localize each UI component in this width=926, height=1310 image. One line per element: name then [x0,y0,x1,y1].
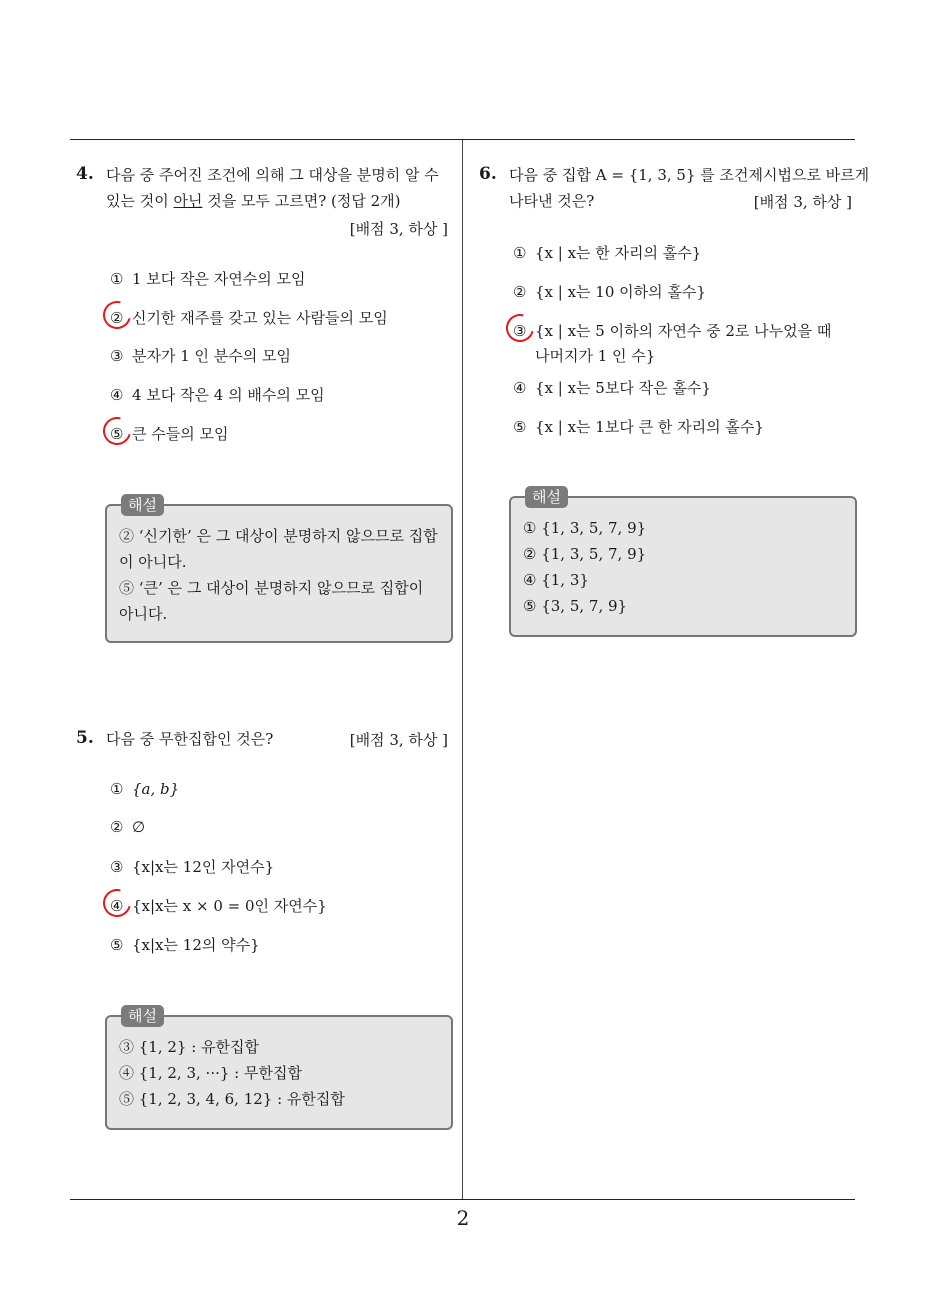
option-2[interactable]: ② {x | x는 10 이하의 홀수} [513,283,706,301]
explanation-line: ① {1, 3, 5, 7, 9} [523,519,647,537]
option-5-selected[interactable]: ⑤ 큰 수들의 모임 [110,423,228,444]
question-number: 4. [76,164,94,184]
question-number: 6. [479,164,497,184]
option-5[interactable]: ⑤ {x|x는 12의 약수} [110,936,260,954]
score-label: [배점 3, 하상 ] [349,731,448,749]
option-1[interactable]: ① {a, b} [110,780,180,798]
answer-circle-icon [501,309,539,347]
option-2-selected[interactable]: ② 신기한 재주를 갖고 있는 사람들의 모임 [110,307,388,328]
question-text: 나타낸 것은? [509,192,595,210]
explanation-line: ⑤ {3, 5, 7, 9} [523,597,628,615]
explanation-line: ⑤ {1, 2, 3, 4, 6, 12} : 유한집합 [119,1090,345,1108]
option-4-selected[interactable]: ④ {x|x는 x × 0 = 0인 자연수} [110,895,327,916]
explanation-line: ④ {1, 2, 3, ···} : 무한집합 [119,1064,302,1082]
option-4[interactable]: ④ {x | x는 5보다 작은 홀수} [513,379,711,397]
option-3-selected[interactable]: ③ {x | x는 5 이하의 자연수 중 2로 나누었을 때 [513,320,831,341]
answer-circle-icon [98,412,136,450]
question-text: 다음 중 집합 A = {1, 3, 5} 를 조건제시법으로 바르게 [509,166,870,184]
question-text: 다음 중 무한집합인 것은? [106,730,274,748]
option-5[interactable]: ⑤ {x | x는 1보다 큰 한 자리의 홀수} [513,418,764,436]
option-2[interactable]: ② ∅ [110,818,146,836]
question-text: 다음 중 주어진 조건에 의해 그 대상을 분명히 알 수 [106,166,439,184]
explanation-line: ② {1, 3, 5, 7, 9} [523,545,647,563]
answer-circle-icon [98,884,136,922]
explanation-tag: 해설 [121,1005,164,1027]
explanation-line: 이 아니다. [119,553,187,571]
question-number: 5. [76,728,94,748]
explanation-tag: 해설 [121,494,164,516]
option-3[interactable]: ③ 분자가 1 인 분수의 모임 [110,347,292,365]
score-label: [배점 3, 하상 ] [753,193,852,211]
question-text: 있는 것이 아닌 것을 모두 고르면? (정답 2개) [106,192,401,210]
explanation-box [509,488,857,637]
option-1[interactable]: ① 1 보다 작은 자연수의 모임 [110,270,306,288]
page-number: 2 [456,1206,470,1230]
column-divider [462,140,463,1200]
explanation-line: ⑤ ‘큰’ 은 그 대상이 분명하지 않으므로 집합이 [119,579,424,597]
explanation-line: ③ {1, 2} : 유한집합 [119,1038,260,1056]
explanation-tag: 해설 [525,486,568,508]
explanation-box [105,1007,453,1130]
answer-circle-icon [98,296,136,334]
bottom-rule [70,1199,855,1200]
explanation-line: 아니다. [119,605,168,623]
score-label: [배점 3, 하상 ] [349,220,448,238]
explanation-box [105,496,453,643]
option-4[interactable]: ④ 4 보다 작은 4 의 배수의 모임 [110,386,325,404]
option-3-continued: 나머지가 1 인 수} [535,347,656,365]
option-3[interactable]: ③ {x|x는 12인 자연수} [110,858,275,876]
option-1[interactable]: ① {x | x는 한 자리의 홀수} [513,244,702,262]
explanation-line: ② ‘신기한’ 은 그 대상이 분명하지 않으므로 집합 [119,527,438,545]
explanation-line: ④ {1, 3} [523,571,589,589]
